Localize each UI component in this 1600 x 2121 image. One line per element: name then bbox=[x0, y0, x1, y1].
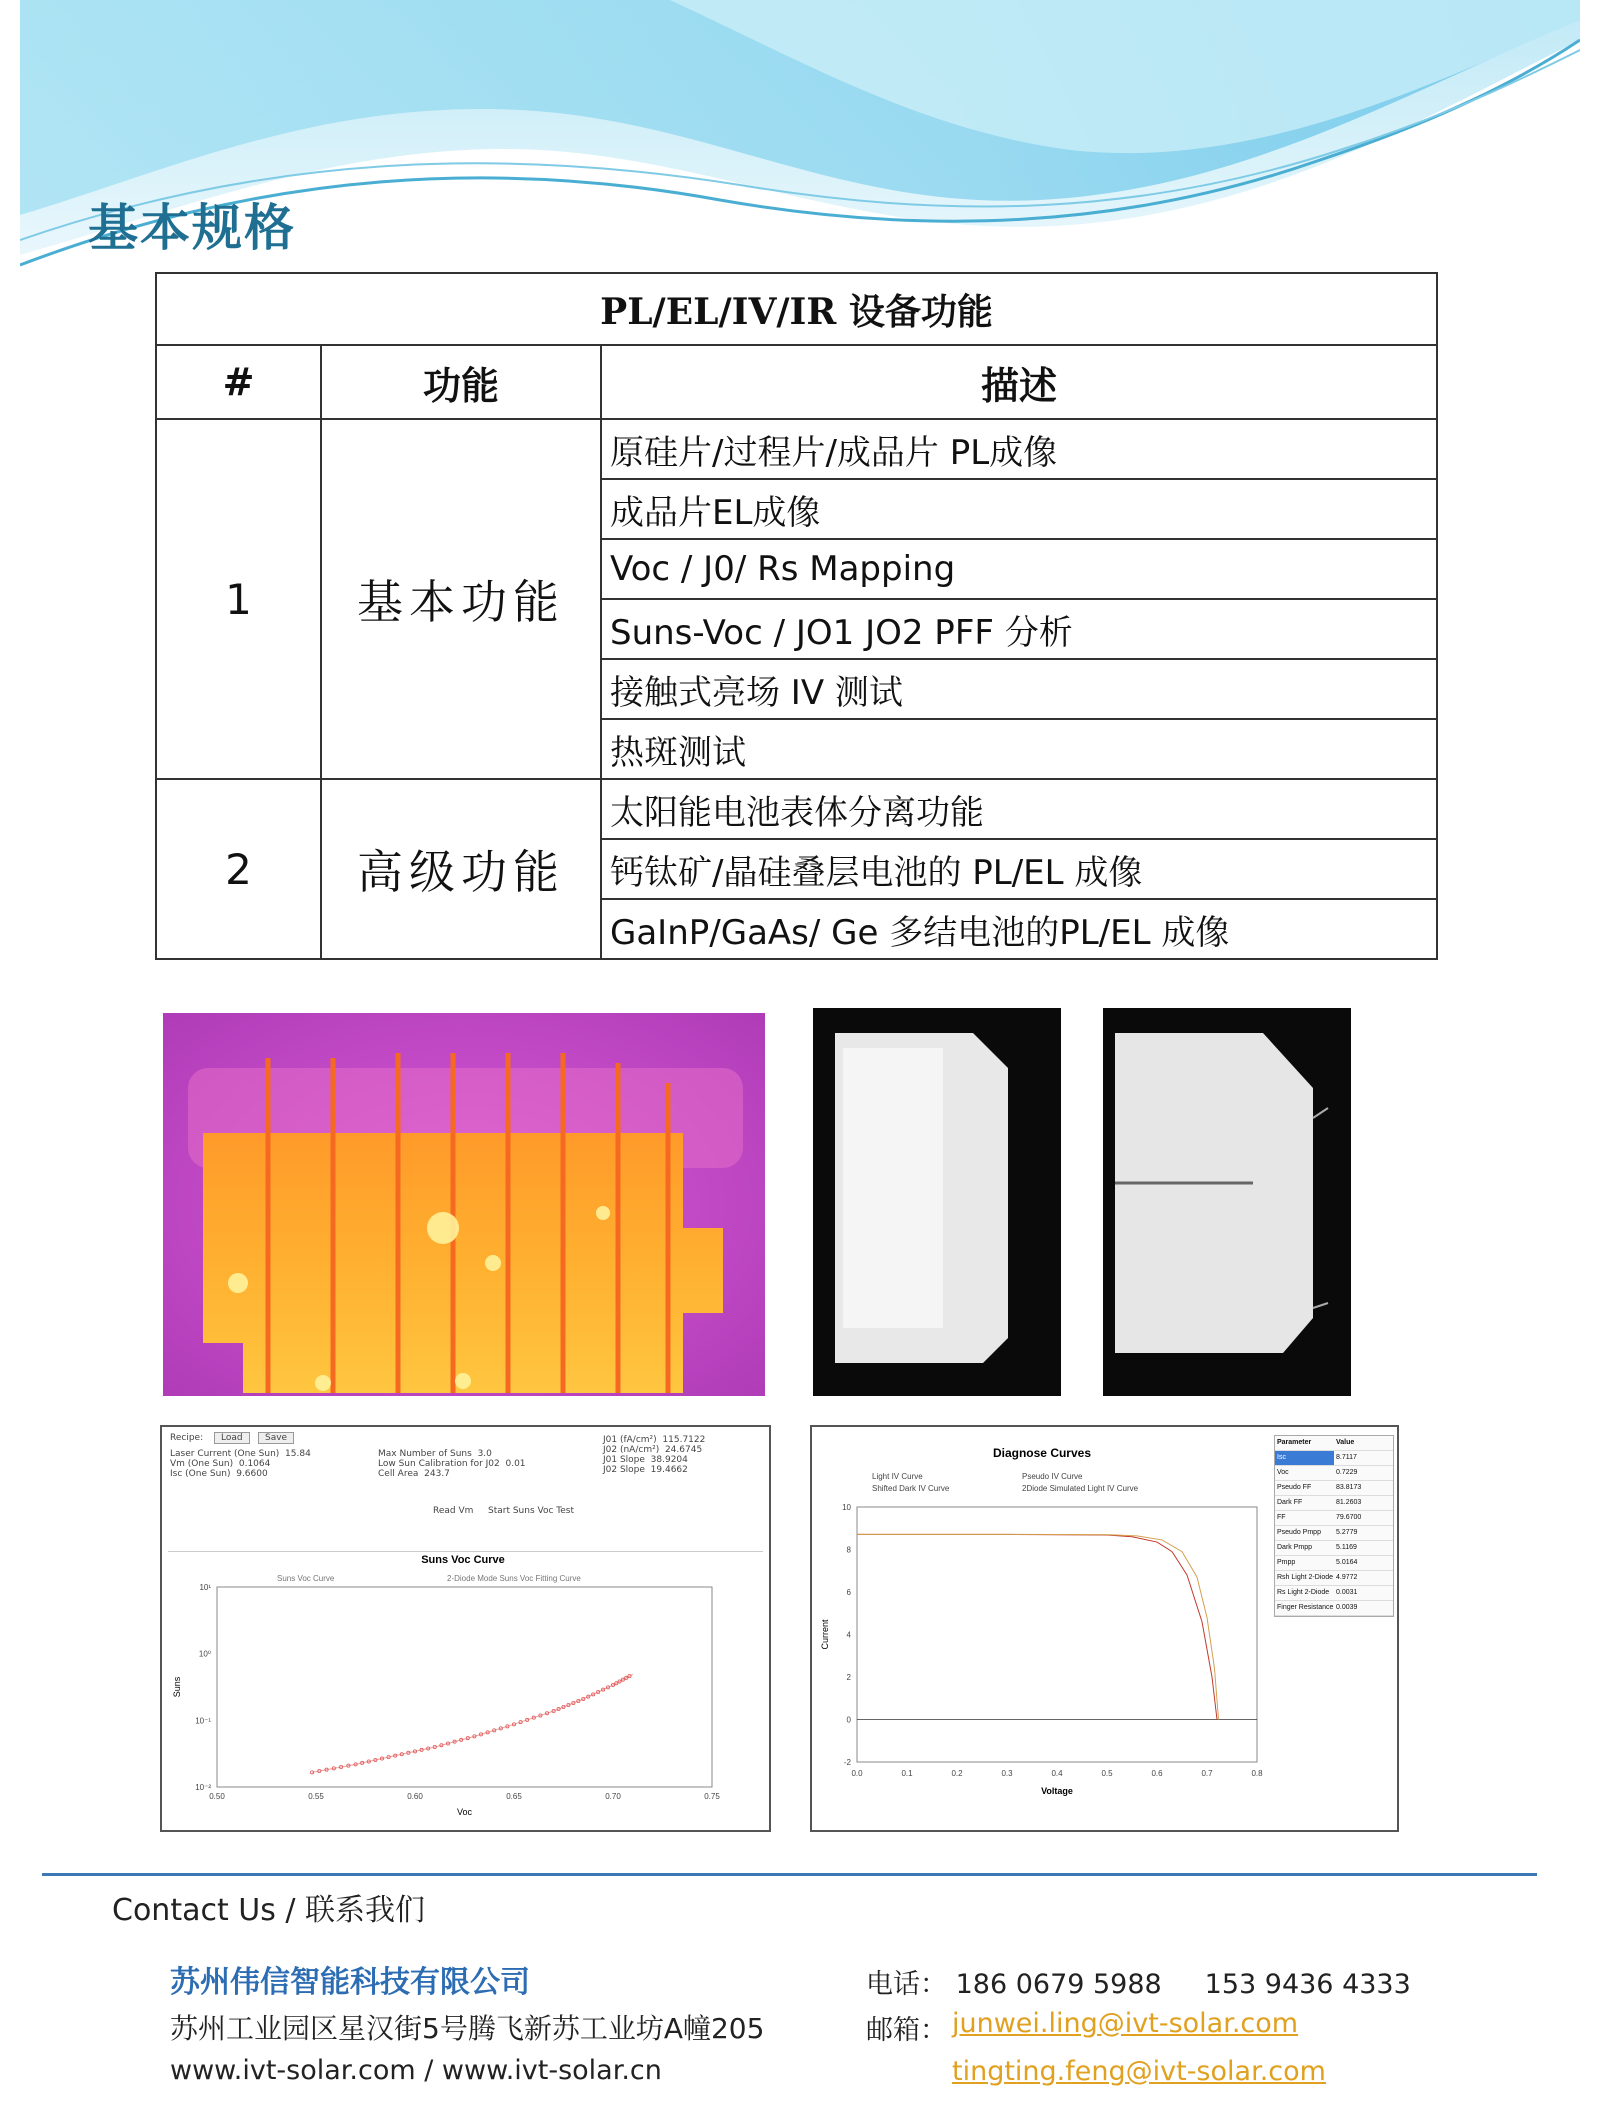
section-title: 基本规格 bbox=[88, 199, 296, 257]
diagnose-chart bbox=[812, 1427, 1272, 1827]
parameter-table-header bbox=[1275, 1436, 1393, 1451]
parameter-name: Voc bbox=[1277, 1469, 1289, 1476]
field-value[interactable]: 0.1064 bbox=[238, 1459, 271, 1469]
x-tick-label: 0.4 bbox=[1051, 1769, 1063, 1778]
parameter-table-row bbox=[1275, 1496, 1393, 1511]
group-number: 1 bbox=[156, 419, 321, 779]
x-tick-label: 0.8 bbox=[1251, 1769, 1263, 1778]
parameter-table-row bbox=[1275, 1556, 1393, 1571]
group-function: 基本功能 bbox=[321, 419, 601, 779]
field-row: Max Number of Suns 3.0 bbox=[378, 1449, 492, 1459]
field-value: 115.7122 bbox=[662, 1435, 706, 1445]
parameter-value: 0.7229 bbox=[1336, 1469, 1358, 1476]
legend-entry: 2Diode Simulated Light IV Curve bbox=[1022, 1484, 1139, 1493]
feature-item: 热斑测试 bbox=[601, 719, 1437, 779]
spec-table bbox=[155, 272, 1438, 960]
recipe-label: Recipe: bbox=[170, 1433, 204, 1443]
plot-area bbox=[857, 1507, 1257, 1762]
parameter-value: 81.2603 bbox=[1336, 1499, 1362, 1506]
x-tick-label: 0.1 bbox=[901, 1769, 913, 1778]
parameter-value: 5.2779 bbox=[1336, 1529, 1358, 1536]
email-link[interactable]: tingting.feng@ivt-solar.com bbox=[952, 2056, 1326, 2087]
save-button[interactable]: Save bbox=[258, 1432, 294, 1444]
parameter-name: Pseudo FF bbox=[1277, 1484, 1312, 1491]
field-value[interactable]: 15.84 bbox=[285, 1449, 311, 1459]
field-row: Cell Area 243.7 bbox=[378, 1469, 450, 1479]
feature-item: 接触式亮场 IV 测试 bbox=[601, 659, 1437, 719]
parameter-name: FF bbox=[1277, 1514, 1286, 1521]
parameter-table-row bbox=[1275, 1481, 1393, 1496]
x-tick-label: 0.5 bbox=[1101, 1769, 1113, 1778]
parameter-value: 0.0039 bbox=[1336, 1604, 1358, 1611]
feature-item: Voc / J0/ Rs Mapping bbox=[601, 539, 1437, 599]
footer-divider bbox=[42, 1873, 1537, 1876]
y-tick-label: -2 bbox=[843, 1758, 851, 1767]
y-tick-label: 10 bbox=[842, 1503, 851, 1512]
x-tick-label: 0.70 bbox=[605, 1792, 621, 1801]
field-value[interactable]: 0.01 bbox=[505, 1459, 526, 1469]
suns-voc-panel bbox=[160, 1425, 771, 1832]
phone-number: 153 9436 4333 bbox=[1204, 1969, 1411, 2000]
field-row: J02 Slope 19.4662 bbox=[603, 1465, 688, 1475]
x-axis-label: Voltage bbox=[1041, 1786, 1073, 1796]
field-row: J01 Slope 38.9204 bbox=[603, 1455, 688, 1465]
field-value[interactable]: 9.6600 bbox=[236, 1469, 268, 1479]
chart-title: Suns Voc Curve bbox=[421, 1554, 505, 1566]
table-caption: PL/EL/IV/IR 设备功能 bbox=[156, 273, 1437, 345]
legend-entry: Suns Voc Curve bbox=[277, 1574, 335, 1583]
parameter-value: 8.7117 bbox=[1336, 1454, 1357, 1461]
field-row: J01 (fA/cm²) 115.7122 bbox=[603, 1435, 706, 1445]
company-address: 苏州工业园区星汉街5号腾飞新苏工业坊A幢205 bbox=[170, 2012, 765, 2045]
x-tick-label: 0.3 bbox=[1001, 1769, 1013, 1778]
y-axis-label: Suns bbox=[172, 1676, 182, 1698]
field-row: Vm (One Sun) 0.1064 bbox=[170, 1459, 271, 1469]
parameter-table-row bbox=[1275, 1511, 1393, 1526]
x-tick-label: 0.75 bbox=[704, 1792, 720, 1801]
parameter-table-row bbox=[1275, 1466, 1393, 1481]
group-number: 2 bbox=[156, 779, 321, 959]
phone-number: 186 0679 5988 bbox=[955, 1969, 1162, 2000]
parameter-value: 4.9772 bbox=[1336, 1574, 1358, 1581]
feature-item: 钙钛矿/晶硅叠层电池的 PL/EL 成像 bbox=[601, 839, 1437, 899]
feature-item: 成品片EL成像 bbox=[601, 479, 1437, 539]
x-tick-label: 0.6 bbox=[1151, 1769, 1163, 1778]
legend-entry: Pseudo IV Curve bbox=[1022, 1472, 1083, 1481]
parameter-table-row bbox=[1275, 1571, 1393, 1586]
parameter-name: Isc bbox=[1275, 1451, 1334, 1465]
header-num: # bbox=[156, 345, 321, 419]
website-links[interactable]: www.ivt-solar.com / www.ivt-solar.cn bbox=[170, 2055, 662, 2086]
email-label: 邮箱： bbox=[866, 2015, 947, 2046]
parameter-table-row bbox=[1275, 1526, 1393, 1541]
y-tick-label: 10⁻¹ bbox=[195, 1716, 211, 1726]
x-tick-label: 0.65 bbox=[506, 1792, 522, 1801]
x-tick-label: 0.0 bbox=[851, 1769, 863, 1778]
load-button[interactable]: Load bbox=[214, 1432, 250, 1444]
legend-entry: Light IV Curve bbox=[872, 1472, 923, 1481]
parameter-value: 5.1169 bbox=[1336, 1544, 1357, 1551]
feature-item: 原硅片/过程片/成品片 PL成像 bbox=[601, 419, 1437, 479]
field-row: Isc (One Sun) 9.6600 bbox=[170, 1469, 268, 1479]
feature-item: Suns-Voc / JO1 JO2 PFF 分析 bbox=[601, 599, 1437, 659]
group-function: 高级功能 bbox=[321, 779, 601, 959]
parameter-value: 79.6700 bbox=[1336, 1514, 1362, 1521]
y-axis-label: Current bbox=[820, 1619, 830, 1650]
email-link[interactable]: junwei.ling@ivt-solar.com bbox=[952, 2008, 1299, 2039]
feature-item: GaInP/GaAs/ Ge 多结电池的PL/EL 成像 bbox=[601, 899, 1437, 959]
parameter-table-row bbox=[1275, 1451, 1393, 1466]
parameter-table-row bbox=[1275, 1601, 1393, 1616]
field-row: J02 (nA/cm²) 24.6745 bbox=[603, 1445, 703, 1455]
field-value: 24.6745 bbox=[664, 1445, 703, 1455]
y-tick-label: 10⁰ bbox=[198, 1649, 211, 1659]
diagnose-panel bbox=[810, 1425, 1399, 1832]
legend-entry: Shifted Dark IV Curve bbox=[872, 1484, 950, 1493]
el-image-1 bbox=[813, 1008, 1061, 1396]
y-tick-label: 0 bbox=[846, 1715, 851, 1725]
field-value: 19.4662 bbox=[650, 1465, 688, 1475]
field-value[interactable]: 3.0 bbox=[477, 1449, 492, 1459]
y-tick-label: 6 bbox=[846, 1588, 851, 1597]
x-tick-label: 0.7 bbox=[1201, 1769, 1213, 1778]
start-test-button[interactable]: Start Suns Voc Test bbox=[488, 1506, 575, 1516]
suns-voc-chart bbox=[162, 1547, 765, 1827]
field-value[interactable]: 243.7 bbox=[424, 1469, 450, 1479]
parameter-name: Dark FF bbox=[1277, 1499, 1303, 1506]
chart-title: Diagnose Curves bbox=[992, 1446, 1092, 1460]
legend-entry: 2-Diode Mode Suns Voc Fitting Curve bbox=[447, 1574, 581, 1583]
y-tick-label: 10¹ bbox=[199, 1583, 211, 1592]
parameter-name: Dark Pmpp bbox=[1277, 1544, 1313, 1551]
parameter-name: Finger Resistance bbox=[1277, 1604, 1334, 1611]
parameter-table-row bbox=[1275, 1586, 1393, 1601]
contact-title: Contact Us / 联系我们 bbox=[112, 1893, 426, 1928]
parameter-name: Parameter bbox=[1277, 1439, 1312, 1446]
parameter-name: Pmpp bbox=[1277, 1559, 1296, 1566]
x-tick-label: 0.2 bbox=[951, 1769, 963, 1778]
parameter-value: 5.0164 bbox=[1336, 1559, 1358, 1566]
phone-label: 电话： bbox=[866, 1969, 947, 2000]
plot-area bbox=[217, 1587, 712, 1787]
phone-numbers bbox=[866, 1962, 1411, 2001]
parameter-name: Pseudo Pmpp bbox=[1277, 1529, 1321, 1536]
parameter-value: 83.8173 bbox=[1336, 1484, 1362, 1491]
parameter-table-row bbox=[1275, 1541, 1393, 1556]
el-image-2 bbox=[1103, 1008, 1351, 1396]
x-tick-label: 0.60 bbox=[407, 1792, 423, 1801]
parameter-name: Rsh Light 2-Diode bbox=[1277, 1574, 1334, 1581]
y-tick-label: 8 bbox=[846, 1545, 851, 1555]
field-value: 38.9204 bbox=[650, 1455, 688, 1465]
parameter-value: Value bbox=[1336, 1439, 1355, 1446]
y-tick-label: 4 bbox=[846, 1630, 851, 1640]
field-row: Low Sun Calibration for J02 0.01 bbox=[378, 1459, 526, 1469]
company-name: 苏州伟信智能科技有限公司 bbox=[170, 1965, 530, 2000]
parameter-table bbox=[1274, 1435, 1394, 1617]
parameter-name: Rs Light 2-Diode bbox=[1277, 1589, 1330, 1596]
x-tick-label: 0.55 bbox=[308, 1792, 324, 1801]
read-vm-button[interactable]: Read Vm bbox=[433, 1506, 474, 1516]
feature-item: 太阳能电池表体分离功能 bbox=[601, 779, 1437, 839]
header-function: 功能 bbox=[321, 345, 601, 419]
parameter-value: 0.0031 bbox=[1336, 1589, 1358, 1596]
y-tick-label: 2 bbox=[846, 1673, 851, 1682]
field-row: Laser Current (One Sun) 15.84 bbox=[170, 1449, 311, 1459]
y-tick-label: 10⁻² bbox=[195, 1783, 211, 1792]
x-axis-label: Voc bbox=[456, 1807, 473, 1817]
thermal-image bbox=[163, 1013, 765, 1396]
x-tick-label: 0.50 bbox=[209, 1792, 225, 1801]
header-description: 描述 bbox=[601, 345, 1437, 419]
suns-voc-settings bbox=[168, 1431, 763, 1552]
